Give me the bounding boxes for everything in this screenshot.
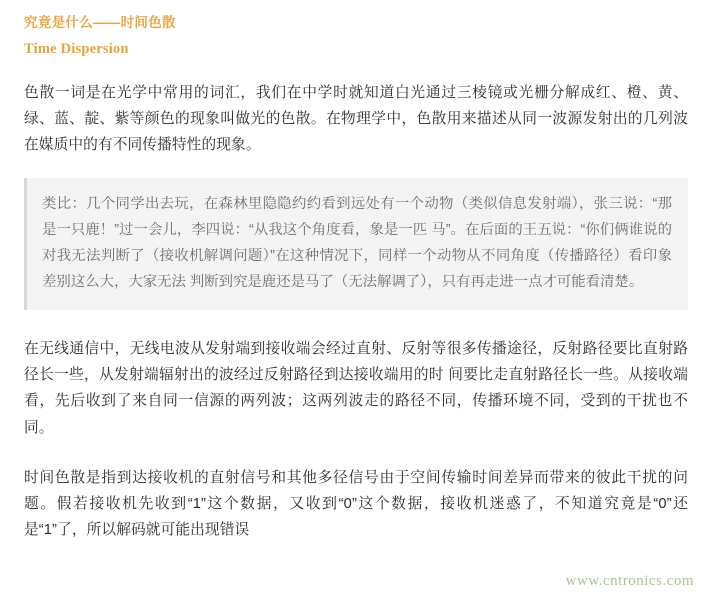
paragraph-intro: 色散一词是在光学中常用的词汇，我们在中学时就知道白光通过三棱镜或光栅分解成红、橙、黄、绿、蓝、靛、紫等颜色的现象叫做光的色散。在物理学中，色散用来描述从同一波源发射出的几列波在媒质中的有不同传播特性的现象。 [24, 84, 688, 154]
watermark-text: www.cntronics.com [565, 573, 694, 589]
paragraph-time-dispersion: 时间色散是指到达接收机的直射信号和其他多径信号由于空间传输时间差异而带来的彼此干扰的问题。假若接收机先收到“1”这个数据，又收到“0”这个数据，接收机迷惑了，不知道究竟是“0”还是“1”了，所以解码就可能出现错误 [24, 469, 688, 538]
page-title-english: Time Dispersion [24, 40, 129, 57]
paragraph-wireless-propagation: 在无线通信中，无线电波从发射端到接收端会经过直射、反射等很多传播途径，反射路径要比直射路径长一些，从发射端辐射出的波经过反射路径到达接收端用的时 间要比走直射路径长一些。从接收端看，先后收到了来自同一信源的两列波；这两列波走的路径不同，传播环境不同，受到的干扰也不同。 [24, 341, 688, 436]
analogy-quote-block: 类比：几个同学出去玩，在森林里隐隐约约看到远处有一个动物（类似信息发射端），张三说：“那是一只鹿！”过一会儿，李四说：“从我这个角度看，象是一匹 马”。在后面的王五说：“你们俩谁说的对我无法判断了（接收机解调问题）”在这种情况下，同样一个动物从不同角度（传播路径）看印象差别这么大，大家无法 判断到究是鹿还是马了（无法解调了），只有再走进一点才可能看清楚。 [24, 178, 688, 310]
page-title-chinese: 究竟是什么——时间色散 [24, 15, 176, 30]
